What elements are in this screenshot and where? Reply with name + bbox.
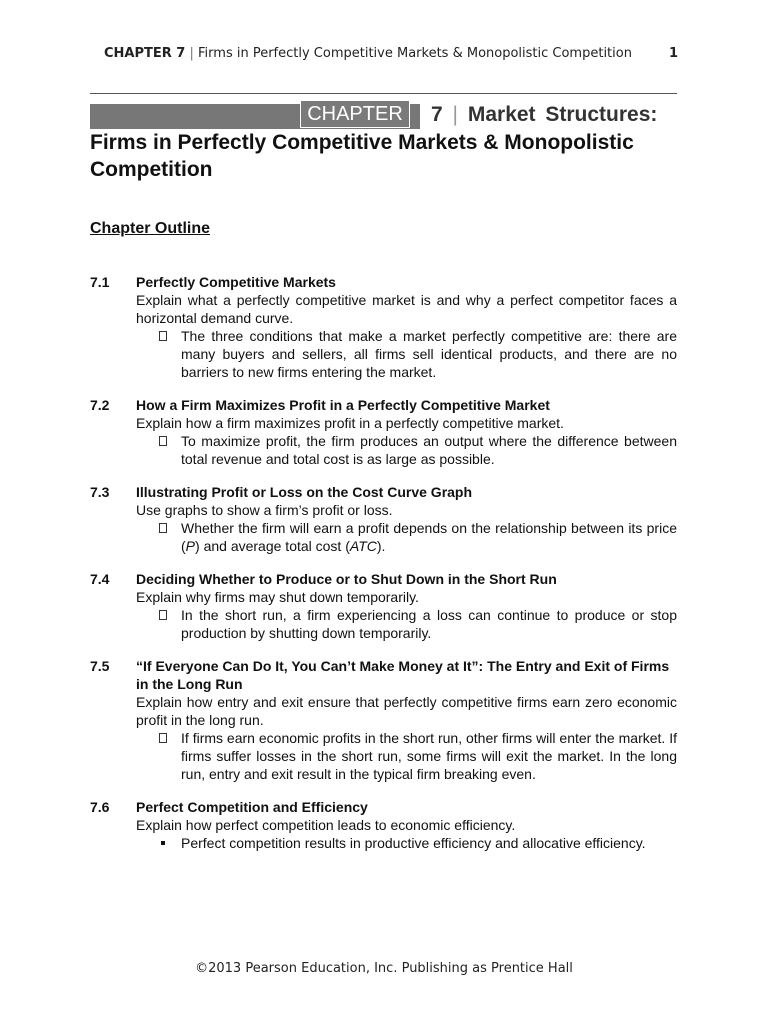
running-header-separator: |: [189, 46, 194, 61]
section-heading: [90, 396, 677, 414]
section-heading: [90, 273, 677, 291]
page-number: 1: [668, 46, 678, 61]
section-title: Perfect Competition and Efficiency: [136, 799, 368, 815]
section-bullet: [90, 729, 677, 783]
section-number: 7.5: [90, 658, 110, 674]
section-number: 7.4: [90, 571, 110, 587]
section-heading: [90, 798, 677, 816]
running-header: [104, 46, 678, 61]
section-objective: Use graphs to show a firm’s profit or loss.: [136, 502, 393, 518]
box-bullet-icon: [159, 523, 167, 533]
section-objective: Explain how entry and exit ensure that perfectly competitive firms earn zero economic profit in the long run.: [136, 694, 677, 728]
section-7-3: [90, 483, 677, 555]
chapter-label-box: CHAPTER: [300, 100, 410, 128]
section-bullet: [90, 432, 677, 468]
section-heading: [90, 657, 677, 693]
bullet-text: To maximize profit, the firm produces an output where the difference between total revenue and total cost is as large as possible.: [181, 433, 677, 467]
bullet-text: If firms earn economic profits in the short run, other firms will enter the market. If firms suffer losses in the short run, some firms will exit the market. In the long run, entry and exit result in the typical firm breaking even.: [181, 730, 677, 782]
section-7-6: [90, 798, 677, 852]
section-bullet: [90, 834, 677, 852]
section-title: Perfectly Competitive Markets: [136, 274, 336, 290]
box-bullet-icon: [159, 436, 167, 446]
section-7-2: [90, 396, 677, 468]
section-bullet: [90, 519, 677, 555]
bullet-text-pre: Whether the firm will earn a profit depends on the relationship between its price (: [181, 520, 677, 554]
chapter-outline: [90, 273, 677, 867]
section-number: 7.3: [90, 484, 110, 500]
section-bullet: [90, 606, 677, 642]
bullet-text-atc-symbol: ATC: [349, 538, 377, 554]
outline-heading: Chapter Outline: [90, 220, 211, 237]
section-objective: Explain how perfect competition leads to economic efficiency.: [136, 817, 516, 833]
title-separator: |: [452, 103, 458, 126]
section-number: 7.1: [90, 274, 110, 290]
section-objective: Explain how a firm maximizes profit in a perfectly competitive market.: [136, 415, 564, 431]
box-bullet-icon: [159, 610, 167, 620]
section-number: 7.6: [90, 799, 110, 815]
header-rule: [90, 93, 677, 94]
section-title: How a Firm Maximizes Profit in a Perfectly Competitive Market: [136, 397, 550, 413]
section-heading: [90, 483, 677, 501]
bullet-text-post: ).: [376, 538, 386, 554]
section-heading: [90, 570, 677, 588]
section-number: 7.2: [90, 397, 110, 413]
section-title: Illustrating Profit or Loss on the Cost Curve Graph: [136, 484, 473, 500]
page-footer: ©2013 Pearson Education, Inc. Publishing as Prentice Hall: [195, 961, 573, 976]
section-title: “If Everyone Can Do It, You Can’t Make Money at It”: The Entry and Exit of Firms in the Long Run: [136, 658, 670, 692]
running-header-chapter: CHAPTER 7: [104, 46, 186, 61]
bullet-text: The three conditions that make a market perfectly competitive are: there are many buyers and sellers, all firms sell identical products, and there are no barriers to new firms entering the market.: [181, 328, 677, 380]
chapter-title: [90, 100, 677, 183]
section-7-4: [90, 570, 677, 642]
box-bullet-icon: [159, 331, 167, 341]
title-rest: Firms in Perfectly Competitive Markets & Monopolistic Competition: [90, 131, 634, 181]
section-objective: Explain why firms may shut down temporarily.: [136, 589, 419, 605]
square-bullet-icon: [161, 841, 165, 845]
section-7-1: [90, 273, 677, 381]
section-title: Deciding Whether to Produce or to Shut Down in the Short Run: [136, 571, 557, 587]
bullet-text: Perfect competition results in productive efficiency and allocative efficiency.: [181, 835, 646, 851]
section-7-5: [90, 657, 677, 783]
box-bullet-icon: [159, 733, 167, 743]
bullet-text: In the short run, a firm experiencing a loss can continue to produce or stop production by shutting down temporarily.: [181, 607, 677, 641]
section-objective: Explain what a perfectly competitive market is and why a perfect competitor faces a horizontal demand curve.: [136, 292, 677, 326]
section-bullet: [90, 327, 677, 381]
running-header-title: Firms in Perfectly Competitive Markets & Monopolistic Competition: [198, 46, 632, 61]
bullet-text-price-symbol: P: [185, 538, 196, 554]
title-line1-tail: [431, 103, 657, 127]
title-market-structures: Market Structures:: [467, 103, 658, 126]
chapter-number: 7: [431, 103, 443, 126]
bullet-text-mid: ) and average total cost (: [195, 538, 350, 554]
